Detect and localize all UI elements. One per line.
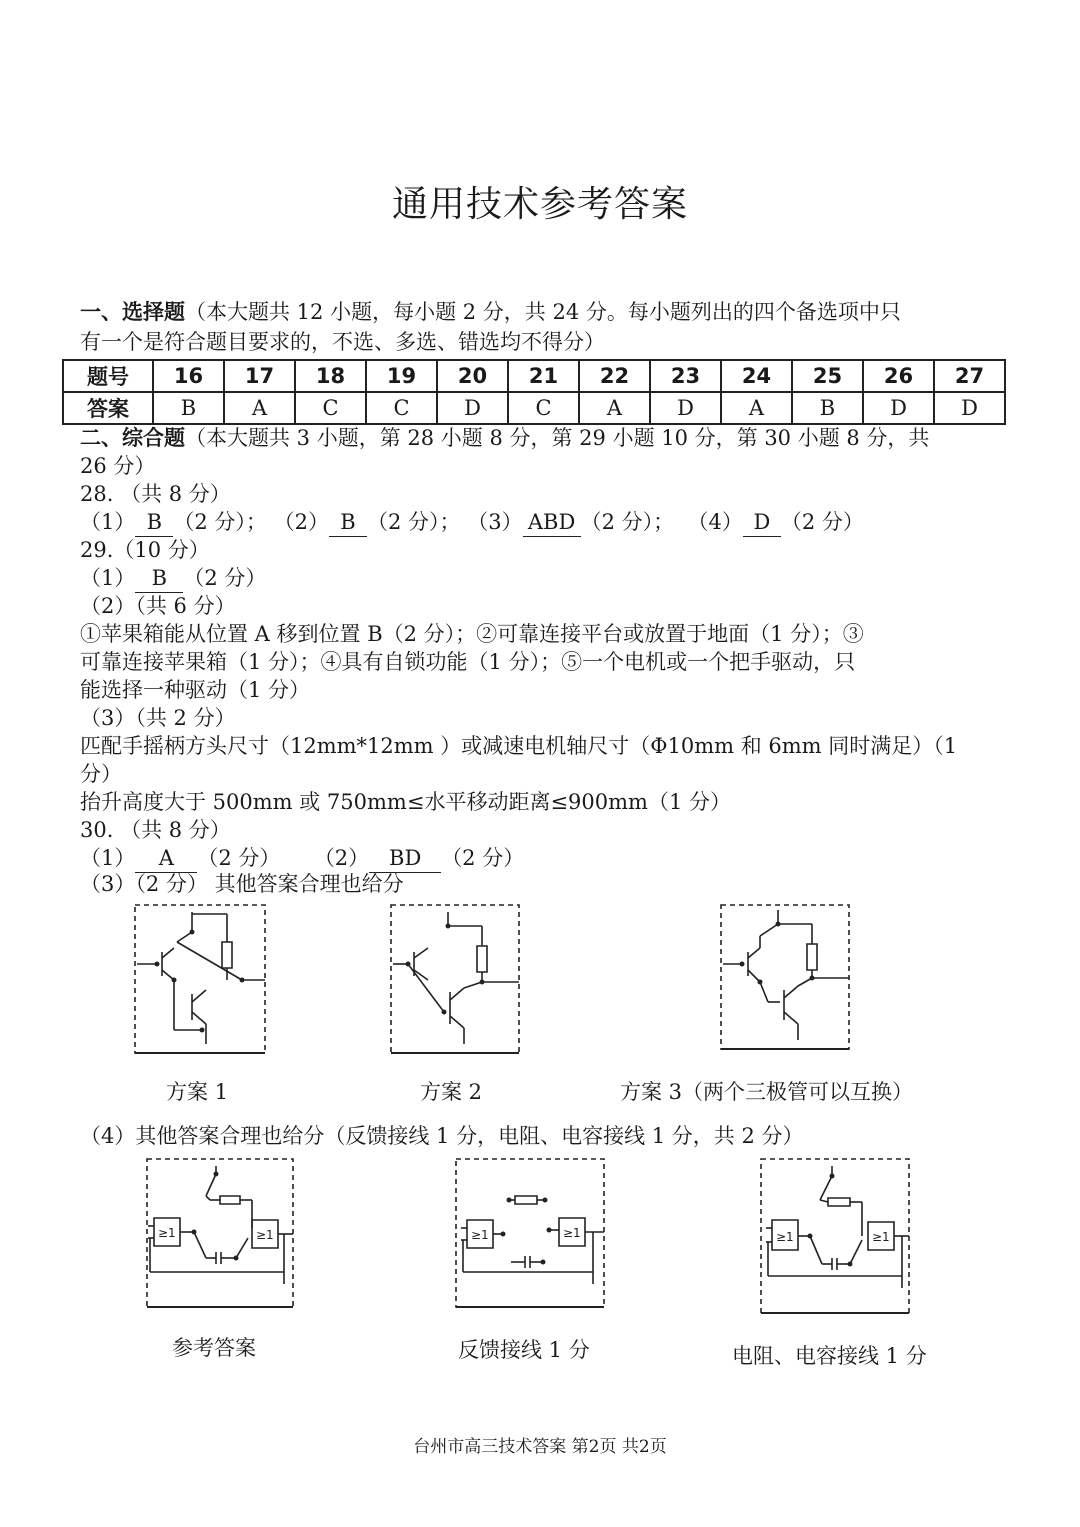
q30-part1: （1） [80, 846, 136, 870]
table-cell: 20 [437, 360, 508, 392]
table-cell: C [366, 392, 437, 424]
q29-score1: （2 分） [183, 566, 267, 590]
scheme3-circuit-figure [718, 902, 852, 1052]
q30-title: 30. （共 8 分） [80, 818, 231, 842]
q29-part1: （1） [80, 566, 136, 590]
table-cell: B [792, 392, 863, 424]
section1-line1 [80, 298, 901, 326]
q28-answer1: B [135, 508, 173, 537]
q28-answers [80, 508, 864, 537]
ref-gate2-label: ≥1 [256, 1228, 274, 1242]
table-cell: 22 [579, 360, 650, 392]
table-cell: 16 [153, 360, 224, 392]
q28-score4: （2 分） [780, 510, 864, 534]
table-cell: C [508, 392, 579, 424]
q30-part2: （2） [313, 846, 370, 870]
q29-line2: 可靠连接苹果箱（1 分）；④具有自锁功能（1 分）；⑤一个电机或一个把手驱动，只 [80, 650, 856, 674]
ref-gate1-label: ≥1 [158, 1226, 176, 1240]
table-cell: D [863, 392, 934, 424]
table-cell: 18 [295, 360, 366, 392]
page-title: 通用技术参考答案 [391, 184, 688, 225]
q29-sub3: （3）（共 2 分） [80, 706, 236, 730]
page-footer: 台州市高三技术答案 第2页 共2页 [413, 1437, 667, 1457]
section2-heading: 二、综合题 [80, 426, 185, 450]
table-cell: A [579, 392, 650, 424]
section1-desc2: 有一个是符合题目要求的，不选、多选、错选均不得分） [80, 330, 605, 354]
table-cell: C [295, 392, 366, 424]
scheme1-circuit-figure [132, 902, 268, 1056]
q28-score1: （2 分）； [173, 510, 267, 534]
feedback-circuit-figure [453, 1156, 607, 1310]
table-cell: 24 [721, 360, 792, 392]
table-cell: 26 [863, 360, 934, 392]
table-cell: 17 [224, 360, 295, 392]
q30-score1: （2 分） [197, 846, 281, 870]
caption-feedback: 反馈接线 1 分 [458, 1338, 590, 1362]
caption-scheme2: 方案 2 [420, 1080, 483, 1104]
table-cell: A [721, 392, 792, 424]
q28-part1: （1） [80, 510, 136, 534]
table-cell: 25 [792, 360, 863, 392]
table-cell: 21 [508, 360, 579, 392]
q28-title: 28. （共 8 分） [80, 482, 231, 506]
table-cell: 23 [650, 360, 721, 392]
q28-answer2: B [329, 508, 367, 537]
q29-line1: ①苹果箱能从位置 A 移到位置 B（2 分）；②可靠连接平台或放置于地面（1 分）；③ [80, 622, 864, 646]
answer-table [62, 359, 1006, 425]
q29-part1-line [80, 564, 266, 593]
row-header-answer: 答案 [63, 392, 153, 424]
q28-part3: （3） [467, 510, 523, 534]
section2-desc1: （本大题共 3 小题，第 28 小题 8 分，第 29 小题 10 分，第 30 小题 8 分，共 [185, 426, 930, 450]
q29-title: 29.（10 分） [80, 538, 210, 562]
rc-gate1-label: ≥1 [776, 1230, 794, 1244]
caption-ref-answer: 参考答案 [172, 1336, 256, 1360]
q30-score2: （2 分） [441, 846, 525, 870]
q30-line4: （4）其他答案合理也给分（反馈接线 1 分，电阻、电容接线 1 分，共 2 分） [80, 1124, 804, 1148]
q30-answer2: BD [369, 844, 441, 873]
table-cell: B [153, 392, 224, 424]
caption-rc: 电阻、电容接线 1 分 [732, 1344, 927, 1368]
q29-line3: 能选择一种驱动（1 分） [80, 678, 311, 702]
caption-scheme3: 方案 3（两个三极管可以互换） [620, 1080, 914, 1104]
q28-part4: （4） [687, 510, 743, 534]
row-header-number: 题号 [63, 360, 153, 392]
section2-desc2: 26 分） [80, 454, 156, 478]
scheme2-circuit-figure [388, 902, 522, 1056]
q30-line3: （3）（2 分） 其他答案合理也给分 [80, 872, 404, 896]
q28-score2: （2 分）； [366, 510, 461, 534]
rc-gate2-label: ≥1 [872, 1230, 890, 1244]
table-cell: D [437, 392, 508, 424]
table-cell: A [224, 392, 295, 424]
table-cell: D [934, 392, 1005, 424]
q29-line4: 匹配手摇柄方头尺寸（12mm*12mm ）或减速电机轴尺寸（Φ10mm 和 6mm 同时满足）（1 [80, 734, 958, 758]
q28-score3: （2 分）； [580, 510, 675, 534]
table-cell: 27 [934, 360, 1005, 392]
section1-desc1: （本大题共 12 小题，每小题 2 分，共 24 分。每小题列出的四个备选项中只 [185, 300, 901, 324]
q29-sub2: （2）（共 6 分） [80, 594, 236, 618]
rc-circuit-figure [758, 1156, 912, 1316]
table-cell: D [650, 392, 721, 424]
caption-scheme1: 方案 1 [166, 1080, 229, 1104]
q28-answer4: D [743, 508, 781, 537]
q28-answer3: ABD [523, 508, 581, 537]
table-row-numbers [63, 360, 1005, 392]
feedback-gate1-label: ≥1 [471, 1228, 489, 1242]
q28-part2: （2） [273, 510, 329, 534]
table-row-answers [63, 392, 1005, 424]
table-cell: 19 [366, 360, 437, 392]
section1-heading: 一、选择题 [80, 300, 185, 324]
q30-part12-line [80, 844, 524, 873]
ref-answer-circuit-figure [144, 1156, 296, 1310]
q29-line5: 分） [80, 762, 122, 786]
q29-answer1: B [135, 564, 183, 593]
q30-answer1: A [135, 844, 197, 873]
feedback-gate2-label: ≥1 [563, 1226, 581, 1240]
section2-line1 [80, 424, 929, 452]
q29-line6: 抬升高度大于 500mm 或 750mm≤水平移动距离≤900mm（1 分） [80, 790, 731, 814]
